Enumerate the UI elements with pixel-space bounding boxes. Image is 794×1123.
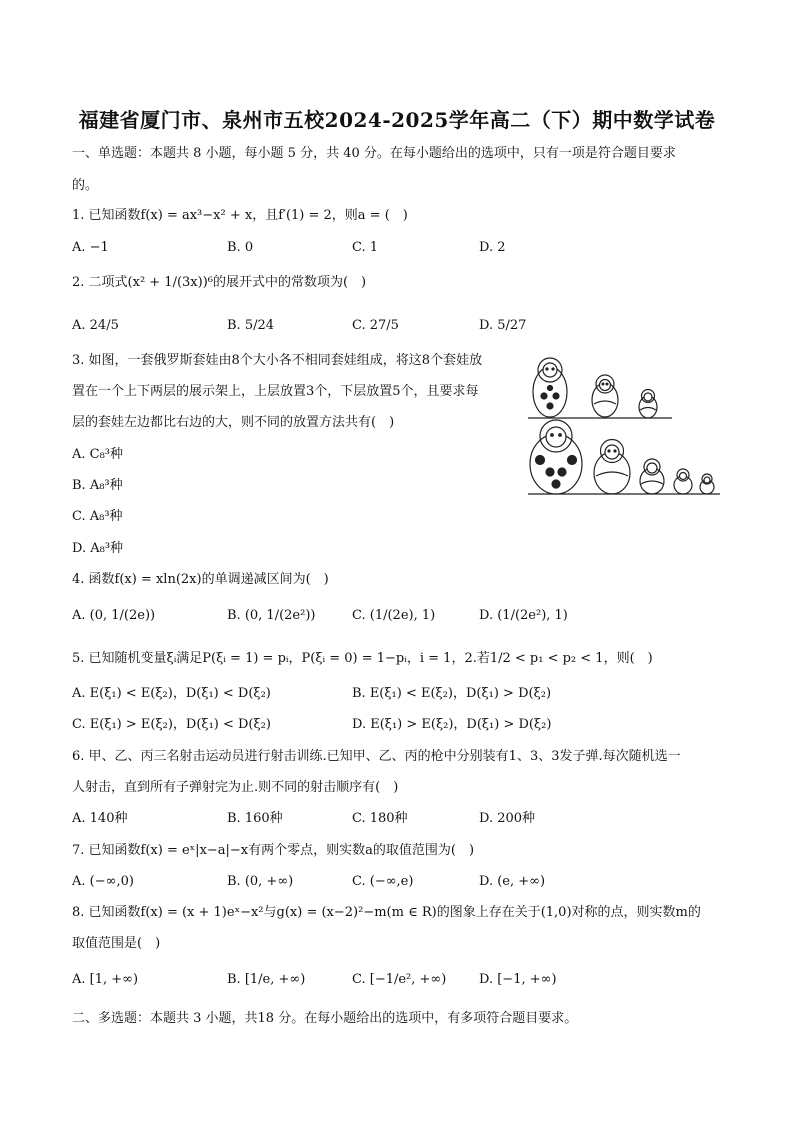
q8-option-d: D. [−1, +∞) <box>479 972 557 987</box>
doll-lower-2 <box>594 440 630 495</box>
q2-option-a: A. 24/5 <box>72 318 119 333</box>
q3-option-b: B. A₈³种 <box>72 478 123 493</box>
q8-option-b: B. [1/e, +∞) <box>227 972 306 987</box>
q1-option-d: D. 2 <box>479 240 506 255</box>
matryoshka-dolls-figure <box>520 348 726 504</box>
q5-option-d: D. E(ξ₁) > E(ξ₂)，D(ξ₁) > D(ξ₂) <box>352 717 552 732</box>
q7-option-d: D. (e, +∞) <box>479 874 546 889</box>
q8-option-c: C. [−1/e², +∞) <box>352 972 447 987</box>
q6-option-b: B. 160种 <box>227 811 283 826</box>
q3-option-a: A. C₈³种 <box>72 447 124 462</box>
doll-lower-3 <box>640 459 664 494</box>
q6-stem-line1: 6. 甲、乙、丙三名射击运动员进行射击训练.已知甲、乙、丙的枪中分别装有1、3、3发子弹.每次随机选一 <box>72 749 681 764</box>
doll-lower-5 <box>700 474 714 494</box>
q4-stem: 4. 函数f(x) = xln(2x)的单调递减区间为( ) <box>72 572 329 587</box>
section1-instructions-line2: 的。 <box>72 178 99 193</box>
q7-option-b: B. (0, +∞) <box>227 874 294 889</box>
q6-option-d: D. 200种 <box>479 811 536 826</box>
q8-stem-line1: 8. 已知函数f(x) = (x + 1)eˣ−x²与g(x) = (x−2)²−m(m ∈ R)的图象上存在关于(1,0)对称的点，则实数m的 <box>72 905 701 920</box>
doll-upper-1 <box>533 358 567 417</box>
q3-option-d: D. A₈³种 <box>72 541 124 556</box>
doll-upper-2 <box>592 375 618 417</box>
q4-option-d: D. (1/(2e²), 1) <box>479 608 568 623</box>
section1-instructions-line1: 一、单选题：本题共 8 小题，每小题 5 分，共 40 分。在每小题给出的选项中，只有一项是符合题目要求 <box>72 146 676 161</box>
q2-option-c: C. 27/5 <box>352 318 399 333</box>
q4-option-a: A. (0, 1/(2e)) <box>72 608 156 623</box>
q1-option-a: A. −1 <box>72 240 109 255</box>
doll-upper-3 <box>639 390 657 419</box>
q5-stem: 5. 已知随机变量ξᵢ满足P(ξᵢ = 1) = pᵢ，P(ξᵢ = 0) = 1−pᵢ，i = 1，2.若1/2 < p₁ < p₂ < 1，则( ) <box>72 651 653 666</box>
q1-option-c: C. 1 <box>352 240 379 255</box>
q4-option-c: C. (1/(2e), 1) <box>352 608 436 623</box>
q6-stem-line2: 人射击，直到所有子弹射完为止.则不同的射击顺序有( ) <box>72 780 399 795</box>
doll-lower-4 <box>674 469 692 494</box>
q1-option-b: B. 0 <box>227 240 254 255</box>
q2-stem: 2. 二项式(x² + 1/(3x))⁶的展开式中的常数项为( ) <box>72 275 367 290</box>
q8-stem-line2: 取值范围是( ) <box>72 936 161 951</box>
q3-option-c: C. A₈³种 <box>72 509 123 524</box>
q6-option-c: C. 180种 <box>352 811 408 826</box>
q3-stem-line3: 层的套娃左边都比右边的大，则不同的放置方法共有( ) <box>72 415 395 430</box>
q7-option-c: C. (−∞,e) <box>352 874 414 889</box>
q1-stem: 1. 已知函数f(x) = ax³−x² + x，且f′(1) = 2，则a = ( ) <box>72 208 408 223</box>
q2-option-d: D. 5/27 <box>479 318 527 333</box>
q7-stem: 7. 已知函数f(x) = eˣ|x−a|−x有两个零点，则实数a的取值范围为( ) <box>72 843 475 858</box>
q5-option-c: C. E(ξ₁) > E(ξ₂)，D(ξ₁) < D(ξ₂) <box>72 717 271 732</box>
q3-stem-line2: 置在一个上下两层的展示架上，上层放置3个，下层放置5个，且要求每 <box>72 384 479 399</box>
q6-option-a: A. 140种 <box>72 811 128 826</box>
q7-option-a: A. (−∞,0) <box>72 874 134 889</box>
q5-option-a: A. E(ξ₁) < E(ξ₂)，D(ξ₁) < D(ξ₂) <box>72 686 271 701</box>
q8-option-a: A. [1, +∞) <box>72 972 139 987</box>
section2-instructions: 二、多选题：本题共 3 小题，共18 分。在每小题给出的选项中，有多项符合题目要求。 <box>72 1011 578 1026</box>
q4-option-b: B. (0, 1/(2e²)) <box>227 608 316 623</box>
q5-option-b: B. E(ξ₁) < E(ξ₂)，D(ξ₁) > D(ξ₂) <box>352 686 552 701</box>
q3-stem-line1: 3. 如图，一套俄罗斯套娃由8个大小各不相同套娃组成，将这8个套娃放 <box>72 353 483 368</box>
exam-title: 福建省厦门市、泉州市五校2024-2025学年高二（下）期中数学试卷 <box>78 108 716 132</box>
doll-lower-1 <box>530 420 582 494</box>
q2-option-b: B. 5/24 <box>227 318 275 333</box>
